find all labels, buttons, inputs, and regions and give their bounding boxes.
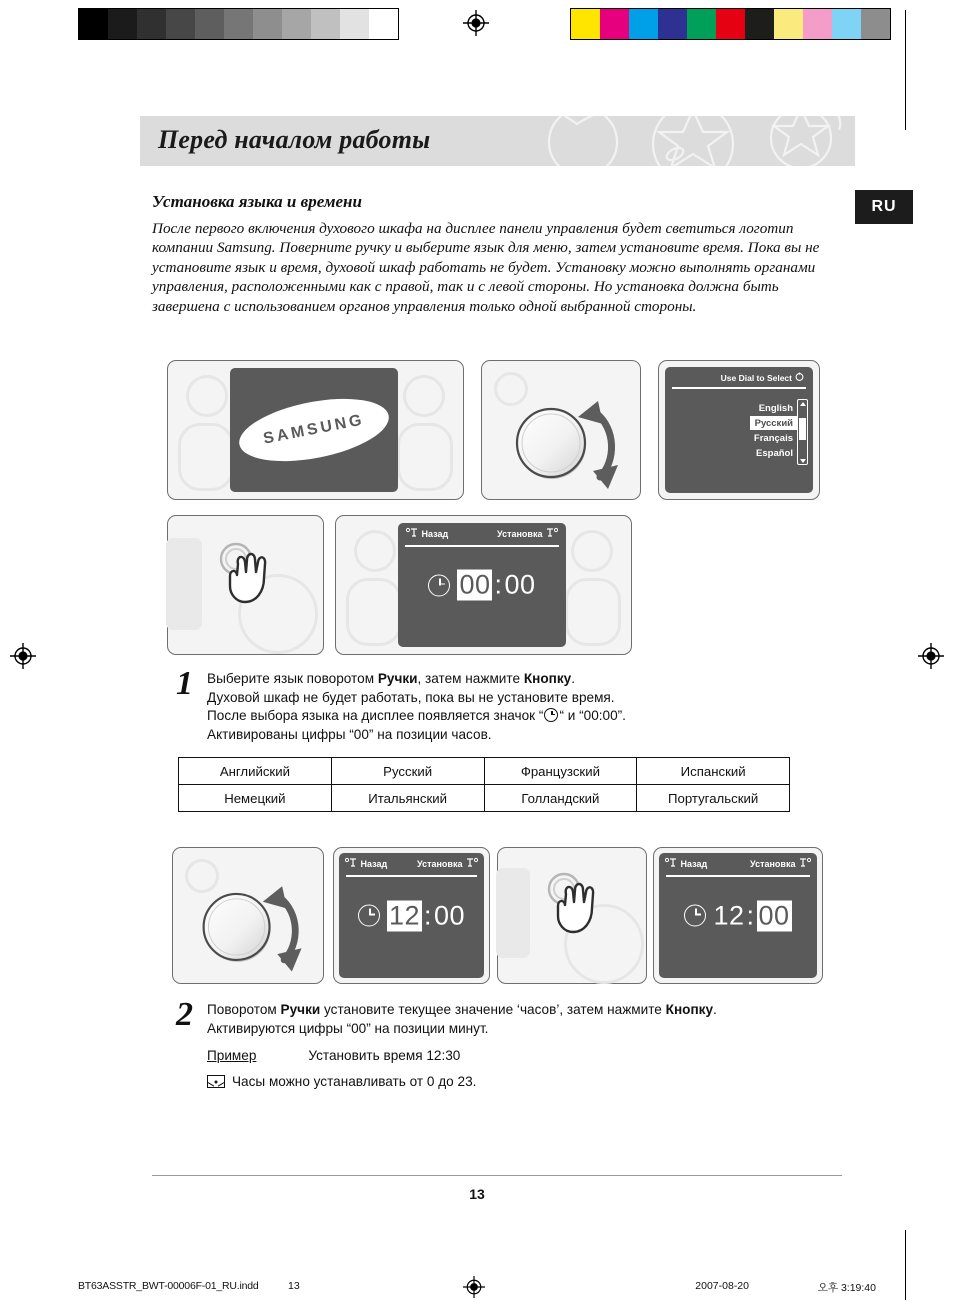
table-cell: Русский [331, 758, 484, 785]
page-title: Перед началом работы [158, 125, 431, 154]
print-footer [0, 1280, 954, 1302]
back-label: Назад [360, 859, 388, 869]
set-icon [798, 859, 811, 869]
clock-colon: : [423, 900, 432, 930]
knob-ghost-lower-left [178, 423, 234, 491]
color-patch [774, 9, 803, 39]
section-paragraph: После первого включения духового шкафа на дисплее панели управления будет светиться логотип компании Samsung. Поверните ручку и выберите язык для меню, затем установите время. Пока вы не установите язык и время, духовой шкаф работать не будет. Установку можно выполнять органами управления, расположенными как с правой, так и с левой стороны. Но установка должна быть завершена с использованием органов управления только одной выбранной стороны. [152, 220, 820, 315]
press-button-hand-icon [212, 538, 292, 620]
clock-hours[interactable]: 00 [459, 569, 491, 600]
language-scrollbar[interactable] [797, 399, 808, 465]
table-cell: Английский [179, 758, 332, 785]
color-patch [745, 9, 774, 39]
color-patch [629, 9, 658, 39]
scroll-down-icon[interactable] [800, 459, 806, 463]
registration-mark-footer [463, 1276, 485, 1301]
gray-patch [79, 9, 108, 39]
figure-dial-panel-2 [172, 847, 324, 984]
language-tab-ru: RU [855, 190, 913, 224]
color-patch [658, 9, 687, 39]
example-text: Установить время 12:30 [308, 1048, 461, 1063]
control-strip [166, 538, 202, 630]
figure-language-panel [658, 360, 820, 500]
oven-display-language [665, 367, 813, 493]
registration-mark-right [918, 643, 944, 669]
table-cell: Испанский [637, 758, 790, 785]
back-label: Назад [421, 529, 449, 539]
clock-icon-inline [544, 708, 558, 722]
back-label-row[interactable] [345, 857, 387, 869]
step-1-line4: Активированы цифры “00” на позиции часов. [207, 726, 492, 742]
example-row [207, 1048, 460, 1063]
press-button-hand-icon [540, 868, 620, 950]
figure-clock-panel-3 [653, 847, 823, 984]
clock-digits [713, 900, 791, 931]
crop-mark-top-right [905, 10, 906, 130]
clock-hours[interactable]: 12 [388, 900, 420, 930]
back-label-row[interactable] [406, 527, 448, 539]
language-option-selected[interactable]: Русский [750, 416, 797, 430]
table-cell: Голландский [484, 785, 637, 812]
language-option-list[interactable] [750, 401, 797, 461]
set-icon [545, 529, 558, 539]
oven-display-splash [230, 368, 398, 492]
gray-patch [224, 9, 253, 39]
clock-readout-1 [398, 570, 566, 601]
table-cell: Итальянский [331, 785, 484, 812]
registration-mark-left [10, 643, 36, 669]
knob-ghost-lower-right [397, 423, 453, 491]
step-2-text: Поворотом Ручки установите текущее значение ‘часов’, затем нажмите Кнопку. Активируются цифры “00” на позиции минут. [207, 1001, 827, 1038]
clock-colon: : [746, 900, 755, 930]
gray-patch [137, 9, 166, 39]
color-calibration-strip [570, 8, 891, 40]
set-label-row[interactable] [497, 527, 558, 539]
clock-readout-3 [659, 900, 817, 931]
gray-patch [195, 9, 224, 39]
note-row [207, 1074, 476, 1089]
set-icon [465, 859, 478, 869]
registration-mark-top [463, 10, 489, 36]
language-option[interactable]: Français [753, 432, 793, 444]
set-label: Установка [417, 859, 463, 869]
footer-time: 오후 3:19:40 [817, 1282, 876, 1294]
dial-rotate-illustration [191, 872, 319, 978]
clock-minutes[interactable]: 00 [758, 900, 790, 930]
clock-digits [457, 570, 535, 601]
back-icon [345, 859, 361, 869]
example-label: Пример [207, 1048, 257, 1063]
step-1-line2: Духовой шкаф не будет работать, пока вы не установите время. [207, 689, 615, 705]
oven-display-clock-3 [659, 853, 817, 978]
color-patch [803, 9, 832, 39]
clock-readout-2 [339, 900, 484, 931]
gray-patch [108, 9, 137, 39]
table-cell: Французский [484, 758, 637, 785]
gray-patch [282, 9, 311, 39]
color-patch [687, 9, 716, 39]
gray-patch [166, 9, 195, 39]
knob-ghost-lower-right [565, 578, 621, 646]
clock-digits [387, 900, 465, 931]
table-cell: Португальский [637, 785, 790, 812]
page-number: 13 [469, 1186, 485, 1202]
knob-ghost-right [403, 375, 445, 417]
note-icon [207, 1075, 225, 1088]
gray-patch [369, 9, 398, 39]
dial-rotate-illustration [504, 387, 636, 495]
color-patch [832, 9, 861, 39]
footer-file-name: BT63ASSTR_BWT-00006F-01_RU.indd [78, 1280, 259, 1292]
clock-colon: : [494, 569, 503, 600]
page-header-band [140, 116, 855, 166]
color-patch [716, 9, 745, 39]
back-label: Назад [680, 859, 708, 869]
footer-date: 2007-08-20 [695, 1280, 749, 1292]
step-1-number: 1 [176, 665, 193, 702]
set-label: Установка [750, 859, 796, 869]
oven-display-clock-2 [339, 853, 484, 978]
clock-icon [428, 574, 450, 596]
knob-ghost-left [186, 375, 228, 417]
clock-minutes[interactable]: 00 [504, 569, 536, 600]
vegetable-watermark [525, 116, 855, 166]
step-2-line2: Активируются цифры “00” на позиции минут. [207, 1020, 489, 1036]
page-divider [152, 1175, 842, 1176]
set-label: Установка [497, 529, 543, 539]
figure-splash-panel [167, 360, 464, 500]
step-1-text: Выберите язык поворотом Ручки, затем нажмите Кнопку. Духовой шкаф не будет работать, пока вы не установите время. После выбора языка на дисплее появляется значок “ “ и “00:00”. Активированы цифры “00” на позиции часов. [207, 670, 807, 744]
clock-icon [684, 905, 706, 927]
back-icon [406, 529, 422, 539]
back-icon [665, 859, 681, 869]
figure-press-panel-1 [167, 515, 324, 655]
knob-ghost-lower-left [346, 578, 402, 646]
back-label-row[interactable] [665, 857, 707, 869]
table-row [179, 758, 790, 785]
oven-display-clock-1 [398, 523, 566, 647]
samsung-logo-text: SAMSUNG [261, 411, 366, 448]
color-patch [600, 9, 629, 39]
language-option[interactable]: Español [756, 447, 793, 459]
samsung-logo [238, 402, 390, 458]
figure-clock-panel-2 [333, 847, 490, 984]
set-label-row[interactable] [750, 857, 811, 869]
clock-icon [358, 905, 380, 927]
gray-patch [253, 9, 282, 39]
section-heading: Установка языка и времени [152, 192, 362, 211]
language-option[interactable]: English [758, 402, 793, 414]
table-row [179, 785, 790, 812]
figure-press-panel-2 [497, 847, 647, 984]
note-text: Часы можно устанавливать от 0 до 23. [232, 1074, 477, 1089]
set-label-row[interactable] [417, 857, 478, 869]
grayscale-calibration-strip [78, 8, 399, 40]
language-prompt-row [721, 372, 804, 383]
gray-patch [311, 9, 340, 39]
color-patch [861, 9, 890, 39]
figure-clock-panel-1 [335, 515, 632, 655]
knob-ghost-left [354, 530, 396, 572]
color-patch [571, 9, 600, 39]
language-prompt-text: Use Dial to Select [720, 372, 792, 383]
clock-minutes[interactable]: 00 [434, 900, 466, 930]
footer-file-page: 13 [288, 1280, 300, 1292]
language-table [178, 757, 790, 812]
control-strip [496, 868, 530, 958]
dial-icon [795, 372, 804, 383]
scrollbar-thumb[interactable] [799, 418, 806, 440]
gray-patch [340, 9, 369, 39]
table-cell: Немецкий [179, 785, 332, 812]
step-2-number: 2 [176, 996, 193, 1033]
scroll-up-icon[interactable] [800, 402, 806, 406]
figure-dial-panel-1 [481, 360, 641, 500]
knob-ghost-right [571, 530, 613, 572]
clock-hours[interactable]: 12 [713, 900, 745, 930]
